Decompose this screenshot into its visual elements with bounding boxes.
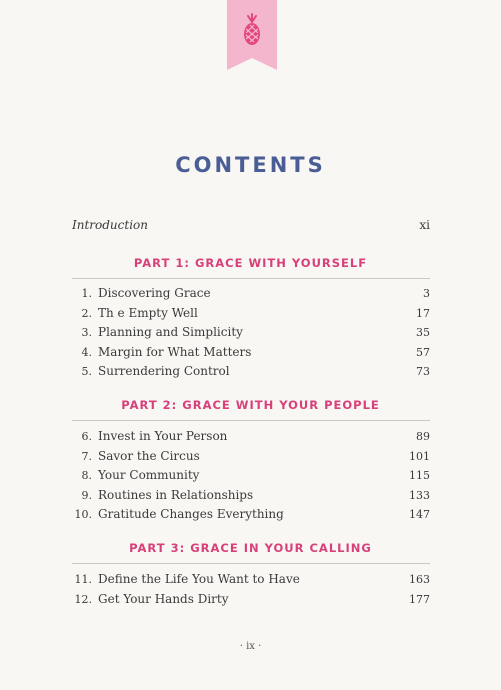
chapter-title: Planning and Simplicity xyxy=(98,325,243,339)
chapter-number: 1. xyxy=(81,287,92,300)
chapter-page: 57 xyxy=(416,345,430,359)
chapter-page: 73 xyxy=(416,365,430,378)
chapter-title: Define the Life You Want to Have xyxy=(98,572,300,586)
chapter-number: 12. xyxy=(74,592,92,606)
toc-chapter-3[interactable] xyxy=(72,325,430,345)
chapter-page: 17 xyxy=(416,306,430,320)
chapter-number: 10. xyxy=(74,508,92,521)
toc-chapter-10[interactable] xyxy=(72,507,430,527)
chapter-number: 9. xyxy=(81,488,92,502)
part-3-heading: PART 3: GRACE IN YOUR CALLING xyxy=(129,541,372,555)
toc-chapter-2[interactable] xyxy=(72,306,430,326)
chapter-title: Invest in Your Person xyxy=(98,429,228,443)
part-2-heading: PART 2: GRACE WITH YOUR PEOPLE xyxy=(121,398,380,412)
chapter-number: 5. xyxy=(81,365,92,378)
part-1-heading: PART 1: GRACE WITH YOURSELF xyxy=(133,256,368,270)
toc-introduction[interactable] xyxy=(72,218,430,232)
chapter-number: 3. xyxy=(81,326,92,339)
chapter-title: Savor the Circus xyxy=(98,448,200,463)
part-1-divider xyxy=(72,278,430,279)
toc-chapter-4[interactable] xyxy=(72,345,430,365)
chapter-number: 11. xyxy=(74,573,92,586)
chapter-number: 2. xyxy=(81,306,92,320)
toc-chapter-1[interactable] xyxy=(72,286,430,306)
chapter-page: 177 xyxy=(409,592,430,606)
chapter-title: Routines in Relationships xyxy=(98,487,254,502)
chapter-title: Surrendering Control xyxy=(98,364,230,378)
chapter-title: Th e Empty Well xyxy=(98,305,198,320)
toc-chapter-9[interactable] xyxy=(72,488,430,508)
part-2-chapter-list xyxy=(72,429,430,527)
part-3-divider xyxy=(72,563,430,564)
toc-chapter-7[interactable] xyxy=(72,449,430,469)
introduction-page: xi xyxy=(419,218,430,232)
part-3-chapter-list xyxy=(72,572,430,611)
chapter-page: 35 xyxy=(416,326,430,339)
toc-chapter-11[interactable] xyxy=(72,572,430,592)
introduction-label: Introduction xyxy=(72,218,148,232)
chapter-number: 8. xyxy=(81,469,92,482)
chapter-title: Discovering Grace xyxy=(98,286,211,300)
chapter-page: 101 xyxy=(409,449,430,463)
toc-chapter-5[interactable] xyxy=(72,364,430,384)
page-title: CONTENTS xyxy=(175,153,326,177)
chapter-page: 115 xyxy=(409,469,430,482)
chapter-page: 3 xyxy=(423,287,430,300)
toc-chapter-8[interactable] xyxy=(72,468,430,488)
part-1-chapter-list xyxy=(72,286,430,384)
chapter-page: 133 xyxy=(409,488,430,502)
chapter-page: 163 xyxy=(409,573,430,586)
toc-chapter-12[interactable] xyxy=(72,592,430,612)
bookmark-ribbon xyxy=(227,0,277,70)
part-2-divider xyxy=(72,420,430,421)
chapter-title: Get Your Hands Dirty xyxy=(98,591,229,606)
chapter-title: Margin for What Matters xyxy=(98,344,252,359)
chapter-number: 7. xyxy=(81,449,92,463)
page-number: · ix · xyxy=(239,641,262,652)
chapter-page: 89 xyxy=(416,430,430,443)
chapter-title: Gratitude Changes Everything xyxy=(98,507,284,521)
chapter-page: 147 xyxy=(409,508,430,521)
toc-chapter-6[interactable] xyxy=(72,429,430,449)
chapter-number: 4. xyxy=(81,345,92,359)
chapter-title: Your Community xyxy=(98,468,200,482)
chapter-number: 6. xyxy=(81,430,92,443)
